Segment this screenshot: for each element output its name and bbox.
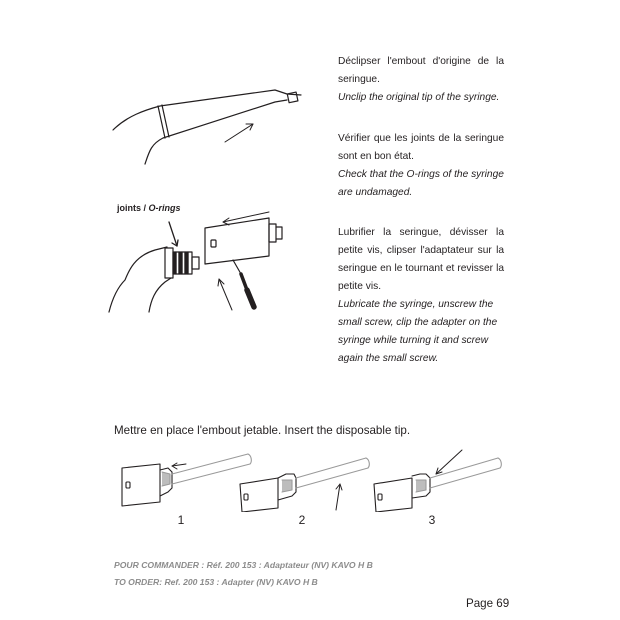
instruction-unclip-fr: Déclipser l'embout d'origine de la seringue. <box>338 56 504 85</box>
instruction-lubricate-fr: Lubrifier la seringue, dévisser la petite vis, clipser l'adaptateur sur la seringue en le tournant et revisser la petite vis. <box>338 227 504 292</box>
adapter-assembly-illustration <box>105 200 305 315</box>
page-number: Page 69 <box>466 597 510 610</box>
step-number-3: 3 <box>428 513 436 527</box>
instruction-check-orings <box>338 130 504 202</box>
instruction-unclip <box>338 53 504 107</box>
step-number-1: 1 <box>177 513 185 527</box>
orings-label <box>117 203 181 213</box>
instruction-lubricate <box>338 224 504 368</box>
insert-tip-instruction: Mettre en place l'embout jetable. Insert the disposable tip. <box>114 424 411 437</box>
instruction-lubricate-en: Lubricate the syringe, unscrew the small screw, clip the adapter on the syringe while turning it and screw again the small screw. <box>338 299 498 364</box>
order-info-en: TO ORDER: Ref. 200 153 : Adapter (NV) KAVO H B <box>114 577 318 587</box>
instruction-check-orings-fr: Vérifier que les joints de la seringue sont en bon état. <box>338 133 504 162</box>
instruction-check-orings-en: Check that the O-rings of the syringe are undamaged. <box>338 169 504 198</box>
insert-tip-step-3-illustration <box>364 444 504 512</box>
orings-label-fr: joints / <box>117 203 149 213</box>
syringe-unclip-illustration <box>105 80 305 165</box>
step-number-2: 2 <box>298 513 306 527</box>
insert-tip-step-2-illustration <box>230 448 370 512</box>
order-info-fr: POUR COMMANDER : Réf. 200 153 : Adaptateur (NV) KAVO H B <box>114 560 373 570</box>
instruction-unclip-en: Unclip the original tip of the syringe. <box>338 92 500 103</box>
orings-label-en: O-rings <box>148 203 181 213</box>
